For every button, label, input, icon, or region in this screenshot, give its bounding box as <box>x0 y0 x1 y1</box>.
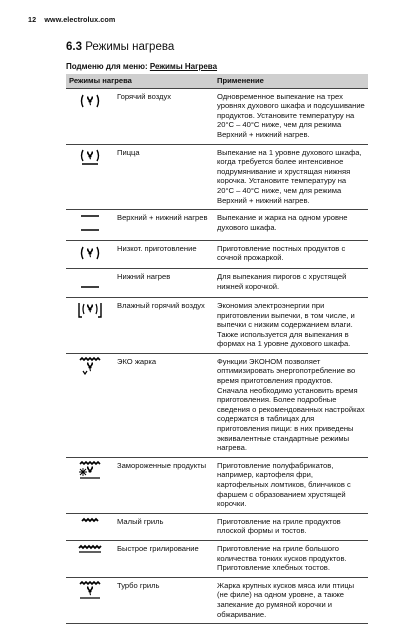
mode-description: Выпекание на 1 уровне духового шкафа, когда требуется более интенсивное подрумянивание и хрустящая нижняя корочка. Установите температуру на 20°C – 40°C ниже, чем для режима Верхний + нижний нагрев. <box>214 144 368 210</box>
section-title <box>66 41 174 53</box>
mode-icon-cell <box>66 540 114 577</box>
section-title-text: Режимы нагрева <box>85 41 175 53</box>
table-header-row <box>66 74 368 88</box>
mode-description: Выпекание и жарка на одном уровне духового шкафа. <box>214 210 368 241</box>
page-number: 12 <box>28 15 37 24</box>
moist-fan-baking-icon <box>77 312 103 321</box>
mode-description: Для выпекания пирогов с хрустящей нижней корочкой. <box>214 269 368 298</box>
bottom-heat-icon <box>79 283 101 292</box>
mode-icon-cell <box>66 297 114 353</box>
table-row <box>66 144 368 210</box>
table-row <box>66 88 368 144</box>
turbo-grill-icon <box>78 592 102 601</box>
submenu-line <box>66 62 217 71</box>
fast-grill-icon <box>78 547 102 556</box>
mode-description: Экономия электроэнергии при приготовлении выпечки, в том числе, и выпечки с низким содержанием влаги. Также используется для выпекания в формах на 1 уровне духового шкафа. <box>214 297 368 353</box>
page-header <box>28 15 115 24</box>
table-row <box>66 513 368 540</box>
mode-name: Горячий воздух <box>114 88 214 144</box>
top-bottom-heat-icon <box>79 226 101 235</box>
table-row <box>66 297 368 353</box>
frozen-foods-icon <box>78 472 102 481</box>
site-url[interactable]: www.electrolux.com <box>44 15 116 24</box>
mode-description: Одновременное выпекание на трех уровнях духового шкафа и подсушивание продуктов. Установите температуру на 20°C – 40°C ниже, чем для режима Верхний + нижний нагрев. <box>214 88 368 144</box>
mode-icon-cell <box>66 353 114 457</box>
table-row <box>66 210 368 241</box>
fan-ring-heat-icon <box>79 103 101 112</box>
table-row <box>66 457 368 513</box>
table-row <box>66 269 368 298</box>
mode-icon-cell <box>66 457 114 513</box>
mode-name: Пицца <box>114 144 214 210</box>
mode-name: Влажный горячий воздух <box>114 297 214 353</box>
header-use: Применение <box>214 74 368 88</box>
pizza-fan-bottom-heat-icon <box>79 159 101 168</box>
submenu-link[interactable]: Режимы Нагрева <box>149 62 218 71</box>
mode-icon-cell <box>66 88 114 144</box>
mode-icon-cell <box>66 240 114 269</box>
table-row <box>66 240 368 269</box>
mode-name: Турбо гриль <box>114 577 214 623</box>
heating-modes-table <box>66 74 368 624</box>
mode-icon-cell <box>66 210 114 241</box>
mode-description: Приготовление на гриле большого количества тонких кусков продуктов. Приготовление хлебных тостов. <box>214 540 368 577</box>
table-row <box>66 540 368 577</box>
mode-name: Верхний + нижний нагрев <box>114 210 214 241</box>
mode-name: Быстрое грилирование <box>114 540 214 577</box>
mode-description: Приготовление полуфабрикатов, например, картофеля фри, картофельных ломтиков, блинчиков с фаршем с образованием хрустящей корочки. <box>214 457 368 513</box>
mode-icon-cell <box>66 144 114 210</box>
mode-name: Малый гриль <box>114 513 214 540</box>
mode-name: Замороженные продукты <box>114 457 214 513</box>
mode-name: Нижний нагрев <box>114 269 214 298</box>
table-row <box>66 353 368 457</box>
mode-name: Низкот. приготовление <box>114 240 214 269</box>
mode-icon-cell <box>66 269 114 298</box>
section-number: 6.3 <box>66 41 82 53</box>
table-row <box>66 577 368 623</box>
low-temp-fan-icon <box>79 255 101 264</box>
mode-description: Жарка крупных кусков мяса или птицы (не филе) на одном уровне, а также запекание до румяной корочки и обжаривание. <box>214 577 368 623</box>
mode-description: Функции ЭКОНОМ позволяет оптимизировать энергопотребление во время приготовления продуктов. Сначала необходимо установить время приготовления. Более подробные сведения о рекомендованных настройках содержатся в таблицах для приготовления пищи: в них приведены эквивалентные стандартные режимы нагрева. <box>214 353 368 457</box>
submenu-label: Подменю для меню: <box>66 62 148 71</box>
header-mode: Режимы нагрева <box>66 74 214 88</box>
eco-roasting-icon <box>78 368 102 377</box>
mode-icon-cell <box>66 577 114 623</box>
mode-name: ЭКО жарка <box>114 353 214 457</box>
mode-icon-cell <box>66 513 114 540</box>
small-grill-icon <box>78 520 102 529</box>
mode-description: Приготовление на гриле продуктов плоской формы и тостов. <box>214 513 368 540</box>
mode-description: Приготовление постных продуктов с сочной прожаркой. <box>214 240 368 269</box>
